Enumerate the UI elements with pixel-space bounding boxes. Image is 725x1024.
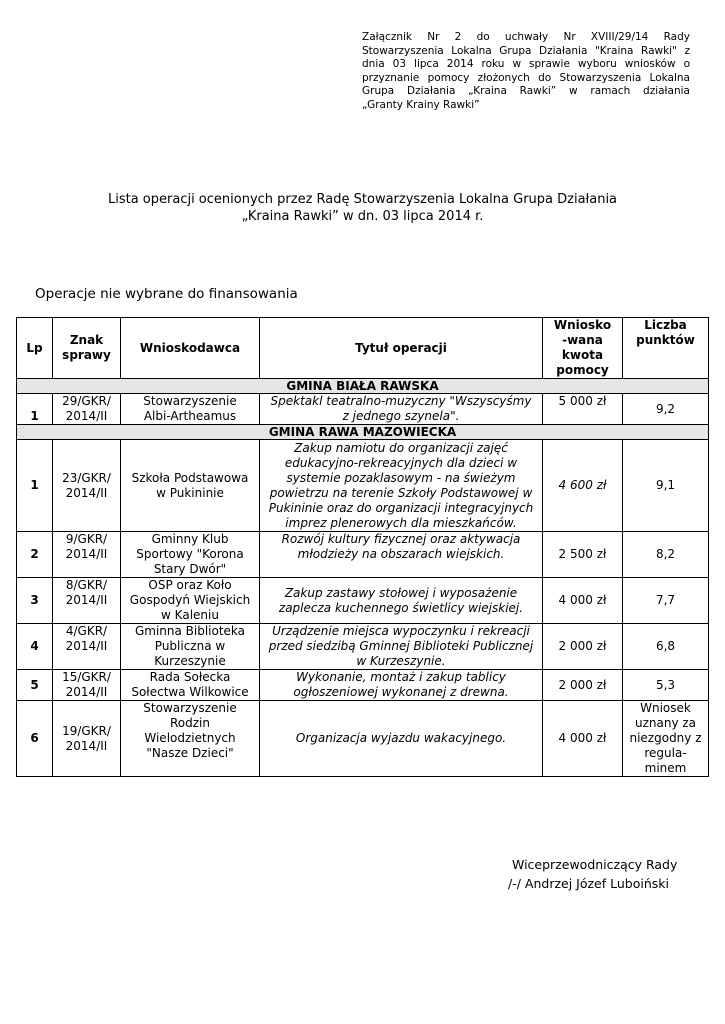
group-name: GMINA BIAŁA RAWSKA (17, 379, 709, 394)
table-row (17, 394, 709, 425)
cell-line: 15/GKR/ (62, 670, 111, 684)
cell-znak (53, 701, 121, 777)
cell-line: niezgodny z (629, 731, 702, 745)
cell-line: 8/GKR/ (65, 578, 108, 592)
cell-line: Sportowy "Korona (136, 547, 244, 561)
cell-points: 7,7 (623, 578, 709, 624)
cell-line: 2014/II (65, 738, 108, 753)
cell-points: 9,1 (623, 440, 709, 532)
table-row (17, 701, 709, 777)
cell-line: minem (644, 761, 687, 775)
cell-line: Stowarzyszenie (143, 394, 237, 408)
cell-line: zaplecza kuchennego świetlicy wiejskiej. (278, 600, 524, 615)
cell-applicant (121, 701, 260, 777)
cell-line: Albi-Artheamus (143, 409, 237, 423)
cell-applicant (121, 394, 260, 425)
cell-title (260, 440, 543, 532)
cell-line: imprez plenerowych dla mieszkańców. (285, 515, 517, 530)
cell-points: 6,8 (623, 624, 709, 670)
cell-znak (53, 440, 121, 532)
cell-line: Rodzin (170, 716, 210, 730)
table-row (17, 670, 709, 701)
annex-line: przyznanie pomocy złożonych do Stowarzyszenia Lokalna (362, 71, 690, 84)
cell-znak (53, 532, 121, 578)
cell-line: 2014/II (65, 685, 108, 699)
cell-amount: 2 500 zł (543, 532, 623, 578)
cell-applicant (121, 532, 260, 578)
header-title: Tytuł operacji (260, 318, 543, 379)
group-name: GMINA RAWA MAZOWIECKA (17, 425, 709, 440)
header-applicant: Wnioskodawca (121, 318, 260, 379)
cell-znak (53, 578, 121, 624)
cell-amount: 4 600 zł (543, 440, 623, 532)
cell-line: w Kurzeszynie. (356, 654, 446, 668)
header-line: kwota (561, 348, 604, 362)
cell-line: 2014/II (65, 485, 108, 500)
cell-line: 23/GKR/ (62, 470, 111, 485)
page-title-line: Lista operacji ocenionych przez Radę Stowarzyszenia Lokalna Grupa Działania (107, 192, 618, 207)
cell-title (260, 578, 543, 624)
cell-line: Sołectwa Wilkowice (131, 685, 249, 699)
cell-amount: 2 000 zł (543, 670, 623, 701)
header-line: sprawy (62, 348, 111, 362)
group-row (17, 379, 709, 394)
cell-line: OSP oraz Koło (148, 578, 232, 592)
header-line: pomocy (556, 363, 609, 377)
header-amount (543, 318, 623, 379)
cell-line: Gminna Biblioteka (134, 624, 246, 638)
header-lp: Lp (17, 318, 53, 379)
header-line: punktów (636, 333, 695, 347)
table-row (17, 440, 709, 532)
cell-line: edukacyjno-rekreacyjnych dla dzieci w (284, 455, 518, 470)
header-line: Wniosko (553, 318, 612, 332)
cell-line: "Nasze Dzieci" (146, 746, 234, 760)
annex-line: Grupa Działania „Kraina Rawki” w ramach działania (362, 85, 690, 97)
cell-line: 2014/II (65, 409, 108, 423)
cell-lp: 3 (17, 578, 53, 624)
header-line: -wana (562, 333, 603, 347)
cell-title (260, 701, 543, 777)
cell-line: Kurzeszynie (154, 654, 226, 668)
cell-title (260, 670, 543, 701)
annex-line: Stowarzyszenia Lokalna Grupa Działania "Kraina Rawki" z (362, 44, 690, 57)
cell-line: Urządzenie miejsca wypoczynku i rekreacji (272, 624, 530, 638)
cell-line: Wykonanie, montaż i zakup tablicy (296, 670, 506, 684)
cell-lp: 1 (17, 440, 53, 532)
cell-applicant (121, 670, 260, 701)
cell-line: Rozwój kultury fizycznej oraz aktywacja (281, 532, 521, 546)
cell-amount: 4 000 zł (543, 578, 623, 624)
cell-line: Rada Sołecka (149, 670, 231, 684)
signature-title: Wiceprzewodniczący Rady (512, 857, 678, 872)
cell-lp: 5 (17, 670, 53, 701)
cell-applicant (121, 578, 260, 624)
cell-line: Zakup zastawy stołowej i wyposażenie (284, 585, 518, 600)
cell-lp: 6 (17, 701, 53, 777)
operations-table (16, 317, 709, 777)
cell-znak (53, 394, 121, 425)
cell-line: Wniosek (640, 701, 691, 715)
cell-line: uznany za (634, 716, 697, 730)
table-row (17, 532, 709, 578)
cell-points: 8,2 (623, 532, 709, 578)
cell-line: przed siedzibą Gminnej Biblioteki Publicznej (268, 639, 534, 653)
cell-line: młodzieży na obszarach wiejskich. (297, 547, 505, 561)
header-line: Liczba (644, 318, 687, 332)
cell-line: z jednego szynela". (342, 409, 460, 423)
cell-lp: 2 (17, 532, 53, 578)
cell-line: Gospodyń Wiejskich (129, 593, 251, 607)
cell-line: Gminny Klub (151, 532, 229, 546)
section-heading: Operacje nie wybrane do finansowania (35, 286, 298, 302)
cell-applicant (121, 440, 260, 532)
cell-lp: 1 (17, 394, 53, 425)
cell-line: 19/GKR/ (62, 723, 111, 738)
cell-amount: 5 000 zł (543, 394, 623, 425)
cell-line: 4/GKR/ (65, 624, 108, 638)
cell-lp: 4 (17, 624, 53, 670)
cell-line: systemie pozaklasowym - na świeżym (286, 470, 516, 485)
cell-line: 29/GKR/ (62, 394, 111, 408)
cell-line: Publiczna w (154, 639, 226, 653)
group-row (17, 425, 709, 440)
cell-line: 2014/II (65, 547, 108, 561)
annex-note (362, 31, 690, 112)
cell-points: 9,2 (623, 394, 709, 425)
annex-line: „Granty Krainy Rawki” (362, 98, 480, 111)
cell-line: Zakup namiotu do organizacji zajęć (294, 440, 508, 455)
cell-line: powietrzu na terenie Szkoły Podstawowej w (269, 485, 533, 500)
cell-line: 2014/II (65, 593, 108, 607)
header-line: Znak (69, 333, 104, 347)
cell-line: Pukininie oraz do organizacji integracyjnych (268, 500, 534, 515)
cell-line: w Pukininie (156, 485, 224, 500)
cell-title (260, 532, 543, 578)
cell-line: 9/GKR/ (65, 532, 108, 546)
cell-amount: 4 000 zł (543, 701, 623, 777)
cell-line: Spektakl teatralno-muzyczny "Wszyscyśmy (270, 394, 532, 408)
annex-line: dnia 03 lipca 2014 roku w sprawie wyboru wniosków o (362, 58, 690, 70)
signature-block (508, 855, 677, 893)
cell-line: regula- (644, 746, 687, 760)
cell-points: 5,3 (623, 670, 709, 701)
signature-name: /-/ Andrzej Józef Luboiński (508, 876, 669, 891)
header-points (623, 318, 709, 379)
cell-title (260, 394, 543, 425)
page-title (40, 191, 685, 225)
annex-line: Załącznik Nr 2 do uchwały Nr XVIII/29/14 Rady (362, 31, 690, 43)
cell-points (623, 701, 709, 777)
cell-znak (53, 670, 121, 701)
cell-line: Wielodzietnych (144, 731, 236, 745)
table-row (17, 578, 709, 624)
cell-line: w Kaleniu (161, 608, 219, 622)
cell-line: Organizacja wyjazdu wakacyjnego. (295, 731, 507, 745)
table-header-row (17, 318, 709, 379)
cell-line: 2014/II (65, 639, 108, 653)
cell-applicant (121, 624, 260, 670)
page-title-line: „Kraina Rawki” w dn. 03 lipca 2014 r. (241, 209, 484, 224)
cell-line: Szkoła Podstawowa (131, 470, 249, 485)
cell-title (260, 624, 543, 670)
cell-line: Stowarzyszenie (143, 701, 237, 715)
cell-line: ogłoszeniowej wykonanej z drewna. (293, 685, 509, 699)
table-row (17, 624, 709, 670)
cell-amount: 2 000 zł (543, 624, 623, 670)
header-znak (53, 318, 121, 379)
cell-line: Stary Dwór" (153, 562, 227, 576)
cell-znak (53, 624, 121, 670)
